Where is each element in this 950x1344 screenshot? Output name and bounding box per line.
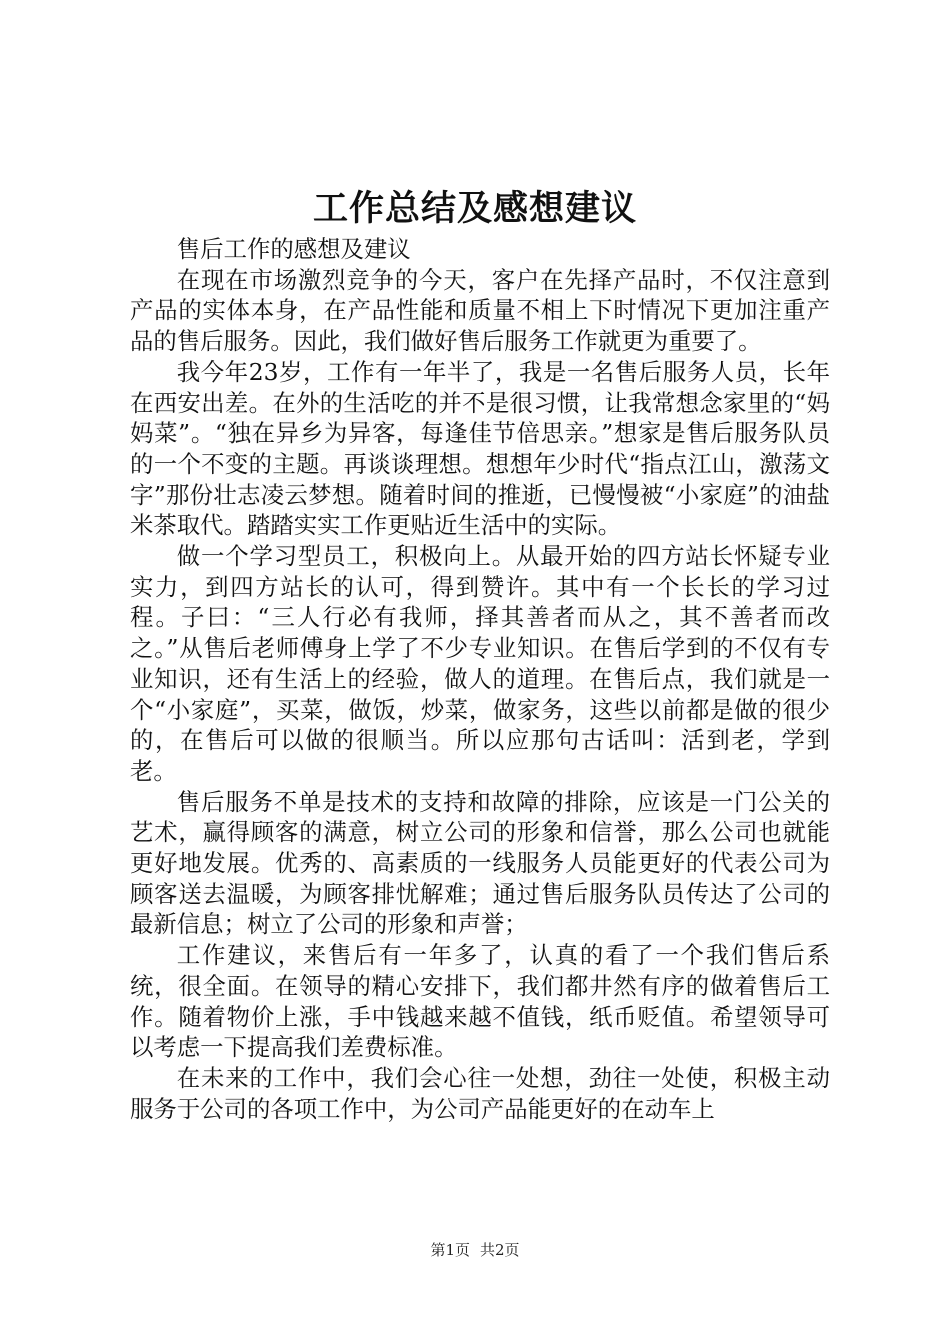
- paragraph: 做一个学习型员工，积极向上。从最开始的四方站长怀疑专业实力，到四方站长的认可，得到赞许。其中有一个长长的学习过程。子曰：“三人行必有我师，择其善者而从之，其不善者而改之。”从售后老师傅身上学了不少专业知识。在售后学到的不仅有专业知识，还有生活上的经验，做人的道理。在售后点，我们就是一个“小家庭”，买菜，做饭，炒菜，做家务，这些以前都是做的很少的，在售后可以做的很顺当。所以应那句古话叫：活到老，学到老。: [130, 542, 830, 785]
- document-body: [130, 234, 830, 1124]
- paragraph: 售后服务不单是技术的支持和故障的排除，应该是一门公关的艺术，赢得顾客的满意，树立公司的形象和信誉，那么公司也就能更好地发展。优秀的、高素质的一线服务人员能更好的代表公司为顾客送去温暖，为顾客排忧解难；通过售后服务队员传达了公司的最新信息；树立了公司的形象和声誉；: [130, 787, 830, 939]
- document-title: 工作总结及感想建议: [312, 188, 637, 229]
- paragraph: 在现在市场激烈竞争的今天，客户在先择产品时，不仅注意到产品的实体本身，在产品性能和质量不相上下时情况下更加注重产品的售后服务。因此，我们做好售后服务工作就更为重要了。: [130, 265, 830, 356]
- paragraph: 在未来的工作中，我们会心往一处想，劲往一处使，积极主动服务于公司的各项工作中，为公司产品能更好的在动车上: [130, 1063, 830, 1123]
- paragraph-subtitle: 售后工作的感想及建议: [176, 235, 411, 263]
- page-number: 第1页: [430, 1241, 470, 1259]
- page-footer: [0, 1240, 950, 1260]
- paragraph: 我今年23岁，工作有一年半了，我是一名售后服务人员，长年在西安出差。在外的生活吃的并不是很习惯，让我常想念家里的“妈妈菜”。“独在异乡为异客，每逢佳节倍思亲。”想家是售后服务队员的一个不变的主题。再谈谈理想。想想年少时代“指点江山，激荡文字”那份壮志凌云梦想。随着时间的推逝，已慢慢被“小家庭”的油盐米茶取代。踏踏实实工作更贴近生活中的实际。: [130, 357, 830, 540]
- page-total: 共2页: [480, 1241, 520, 1259]
- paragraph: 工作建议，来售后有一年多了，认真的看了一个我们售后系统，很全面。在领导的精心安排下，我们都井然有序的做着售后工作。随着物价上涨，手中钱越来越不值钱，纸币贬值。希望领导可以考虑一下提高我们差费标准。: [130, 941, 830, 1062]
